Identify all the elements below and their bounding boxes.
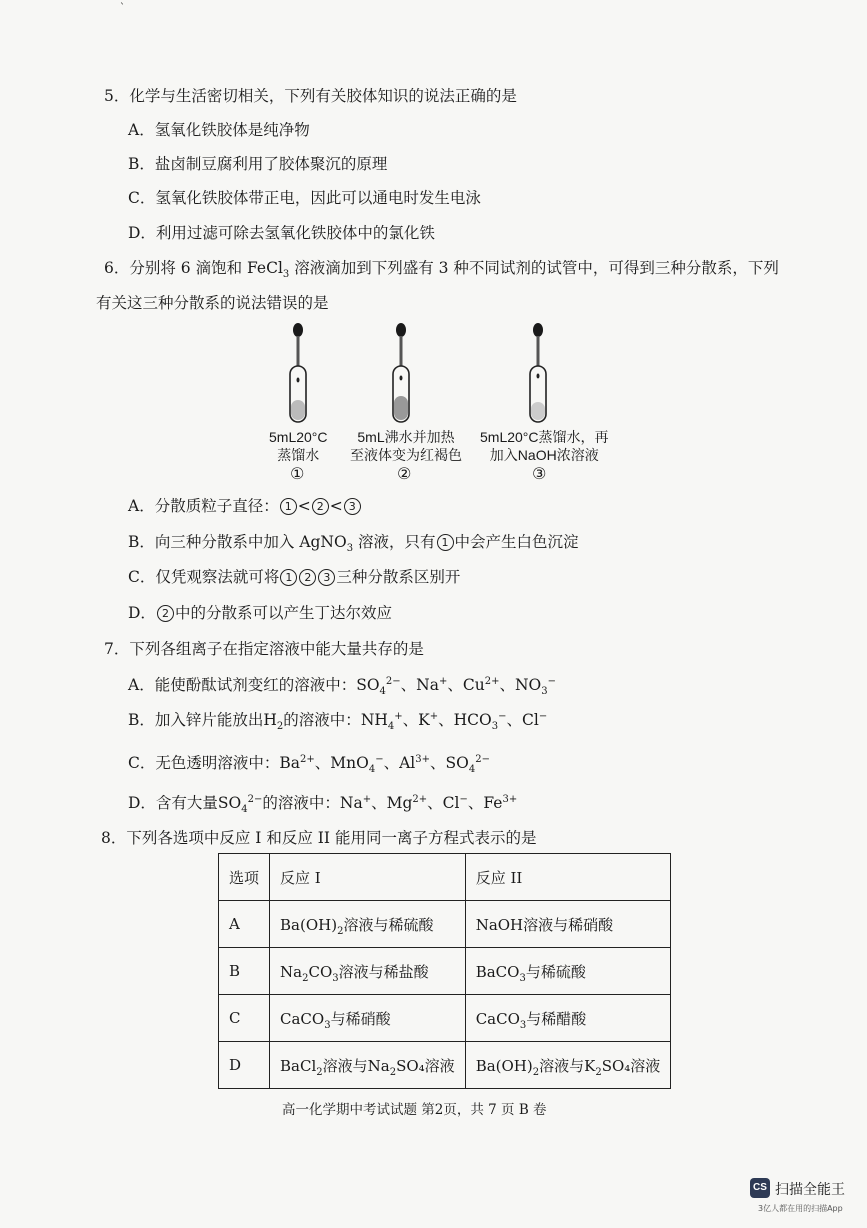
tube-3-label: 5mL20°C蒸馏水，再 加入NaOH浓溶液 [480, 429, 609, 463]
corner-mark: ` [120, 3, 125, 14]
q5-stem: 5．化学与生活密切相关，下列有关胶体知识的说法正确的是 [104, 87, 517, 105]
table-header-row [219, 854, 671, 901]
table-cell-reaction-2: NaOH溶液与稀硝酸 [465, 901, 671, 948]
table-cell-option: A [219, 901, 270, 948]
table-row [219, 901, 671, 948]
table-row [219, 1042, 671, 1089]
q5-option-b: B．盐卤制豆腐利用了胶体聚沉的原理 [128, 155, 388, 173]
q7-stem: 7．下列各组离子在指定溶液中能大量共存的是 [104, 640, 424, 658]
table-row [219, 995, 671, 1042]
table-header: 选项 [219, 854, 270, 901]
test-tube-3 [530, 323, 546, 422]
q7-option-b: B．加入锌片能放出$H_2$的溶液中：$NH_4^+$、K+、$HCO_3^-$、Cl− [128, 710, 548, 733]
q6-stem-line1: 6．分别将 6 滴饱和 FeCl$_3$ 溶液滴加到下列盛有 3 种不同试剂的试管中，可得到三种分散系，下列 [104, 259, 779, 281]
q5-option-a: A．氢氧化铁胶体是纯净物 [128, 121, 310, 139]
q6-option-d: D． 2 中的分散系可以产生丁达尔效应 [128, 604, 392, 622]
tube-2-number: ② [397, 464, 412, 483]
table-cell-option: C [219, 995, 270, 1042]
table-cell-reaction-2: BaCO$_3$与稀硫酸 [465, 948, 671, 995]
cs-badge-icon: CS [750, 1178, 770, 1198]
q7-option-c: C．无色透明溶液中：$Ba^{2+}$、MnO$_4$−、$Al^{3+}$、$SO_4^{2-}$ [128, 753, 490, 776]
test-tube-2 [393, 323, 409, 422]
table-cell-reaction-1: CaCO$_3$与稀硝酸 [270, 995, 466, 1042]
table-cell-reaction-1: $Na_2CO_3$溶液与稀盐酸 [270, 948, 466, 995]
table-cell-option: B [219, 948, 270, 995]
test-tubes-figure [270, 318, 610, 428]
tube-2-label: 5mL沸水并加热 至液体变为红褐色 [350, 429, 462, 463]
tube-3-number: ③ [532, 464, 547, 483]
q6-option-a: A．分散质粒子直径： 1 < 2 < 3 [128, 496, 362, 516]
table-cell-reaction-2: CaCO$_3$与稀醋酸 [465, 995, 671, 1042]
logo-name: 扫描全能王 [775, 1182, 845, 1198]
logo-tagline: 3亿人都在用的扫描App [758, 1204, 843, 1213]
q6-option-b: B．向三种分散系中加入 AgNO$_3$ 溶液，只有 1 中会产生白色沉淀 [128, 533, 579, 555]
q5-option-d: D．利用过滤可除去氢氧化铁胶体中的氯化铁 [128, 224, 435, 242]
table-cell-reaction-2: $Ba(OH)_2$溶液与$K_2SO_4$溶液 [465, 1042, 671, 1089]
table-cell-reaction-1: $Ba(OH)_2$溶液与稀硫酸 [270, 901, 466, 948]
table-cell-option: D [219, 1042, 270, 1089]
tube-1-label: 5mL20°C 蒸馏水 [269, 429, 328, 463]
q7-option-d: D．含有大量$SO_4^{2-}$的溶液中：Na+、$Mg^{2+}$、Cl−、$Fe^{3+}$ [128, 793, 518, 816]
q8-table [218, 853, 671, 1089]
q8-stem: 8．下列各选项中反应 I 和反应 II 能用同一离子方程式表示的是 [101, 829, 537, 847]
table-header: 反应 I [270, 854, 466, 901]
table-cell-reaction-1: BaCl$_2$溶液与$Na_2SO_4$溶液 [270, 1042, 466, 1089]
q6-stem-line2: 有关这三种分散系的说法错误的是 [96, 294, 329, 312]
table-header: 反应 II [465, 854, 671, 901]
q5-option-c: C．氢氧化铁胶体带正电，因此可以通电时发生电泳 [128, 189, 481, 207]
tube-1-number: ① [290, 464, 305, 483]
table-row [219, 948, 671, 995]
q6-option-c: C．仅凭观察法就可将 1 2 3 三种分散系区别开 [128, 568, 461, 586]
q7-option-a: A．能使酚酞试剂变红的溶液中：$SO_4^{2-}$、Na+、$Cu^{2+}$、$NO_3^-$ [128, 675, 556, 698]
page-footer: 高一化学期中考试试题 第2页，共 7 页 B 卷 [282, 1102, 547, 1118]
test-tube-1 [290, 323, 306, 422]
